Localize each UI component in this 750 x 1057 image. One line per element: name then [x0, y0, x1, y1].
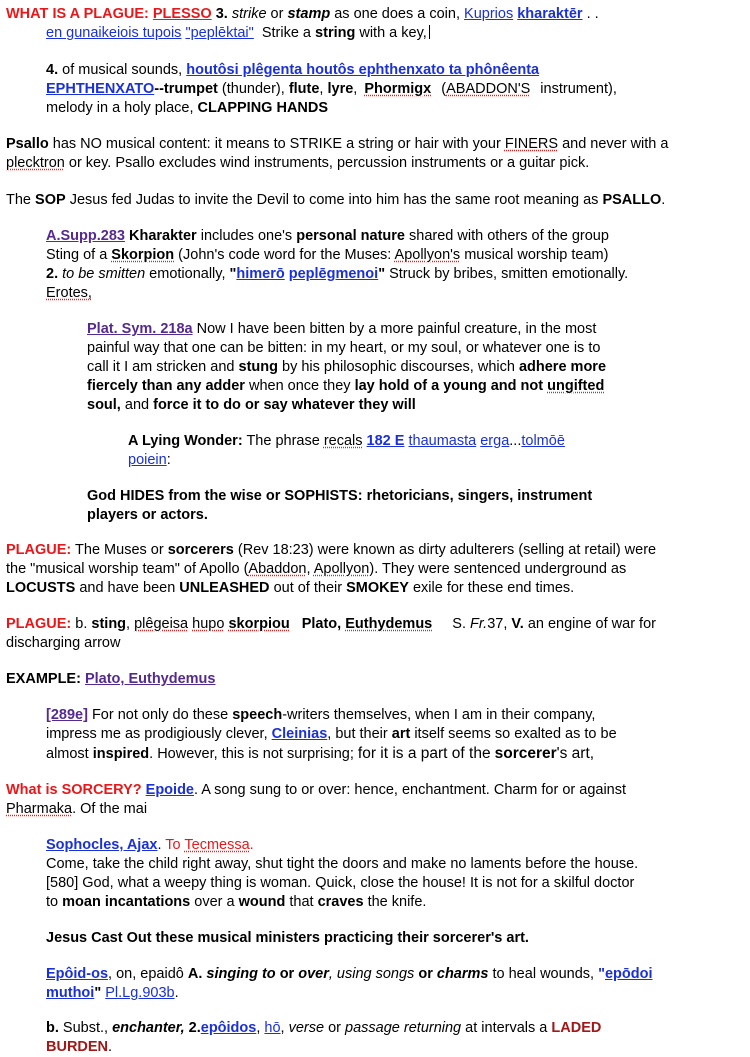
symposium-text-3a: call it I am stricken and	[87, 359, 235, 375]
musical-sounds-line	[46, 61, 750, 80]
symposium-text-1: Now I have been bitten by a more painful creature, in the most	[196, 321, 597, 337]
word-apollyons: Apollyon's	[394, 247, 461, 263]
players-actors-text: players or actors.	[87, 507, 208, 523]
plague-sting-line-2	[6, 634, 750, 653]
johns-code-text: (John's code word for the Muses:	[178, 247, 392, 263]
plague-muses-line-3	[6, 579, 750, 598]
sop-text: Jesus fed Judas to invite the Devil to come into him has the same root meaning as	[69, 192, 599, 208]
musical-sounds-text: of musical sounds,	[62, 62, 183, 78]
psallo-excludes-text: or key. Psallo excludes wind instruments, percussion instruments or a guitar pick.	[68, 155, 590, 171]
psallo-definition: has NO musical content: it means to STRIKE a string or hair with your	[52, 136, 501, 152]
euthydemus-line-3	[46, 744, 750, 764]
engine-of-war-text: an engine of war for	[527, 616, 656, 632]
muses-text: The Muses or	[75, 542, 164, 558]
lying-wonder-line-1	[128, 432, 750, 451]
word-craves: craves	[317, 894, 364, 910]
ellipsis: . .	[586, 6, 599, 22]
word-plecktron: plecktron	[6, 155, 65, 171]
includes-text: includes one's	[200, 228, 293, 244]
singing-to: singing to	[206, 966, 276, 982]
strike-a-text: Strike a	[261, 25, 312, 41]
word-art: art	[391, 726, 411, 742]
word-psallo-2: PSALLO	[602, 192, 662, 208]
supp-line-3	[46, 265, 750, 284]
sense-b-2: b.	[46, 1020, 59, 1036]
word-abaddons: ABADDON'S	[446, 81, 531, 97]
exalted-text: itself seems so exalted as to be	[414, 726, 617, 742]
word-or: or	[270, 6, 284, 22]
ajax-line-3	[46, 874, 750, 893]
word-skorpiou: skorpiou	[228, 616, 290, 632]
kuprios-link[interactable]: Kuprios	[464, 6, 514, 22]
plague-subline	[46, 24, 750, 43]
word-inspired: inspired	[92, 746, 150, 762]
erga-link[interactable]: erga	[480, 433, 510, 449]
jesus-cast-out-line	[46, 929, 750, 948]
word-the: The	[6, 192, 31, 208]
coin-text: as one does a coin,	[334, 6, 460, 22]
word-strike: strike	[231, 6, 267, 22]
word-kharakter: Kharakter	[129, 228, 197, 244]
exile-text: exile for these end times.	[412, 580, 575, 596]
clever-text: impress me as prodigiously clever,	[46, 726, 268, 742]
cleinias-link[interactable]: Cleinias	[271, 726, 328, 742]
word-skorpion: Skorpion	[111, 247, 175, 263]
supp-line-4	[46, 284, 750, 303]
the-knife-text: the knife.	[367, 894, 427, 910]
sense-2: 2.	[188, 1020, 201, 1036]
epodoi-link[interactable]: epōdoi	[604, 966, 653, 982]
force-it-text: force it to do or say whatever they will	[153, 397, 416, 413]
supp-line-1	[46, 227, 750, 246]
plague-muses-line-1	[6, 541, 750, 560]
plague-sting-line-1	[6, 615, 750, 634]
emotionally-text: emotionally,	[149, 266, 226, 282]
word-thunder: (thunder),	[221, 81, 285, 97]
ho-link[interactable]: hō	[264, 1020, 281, 1036]
word-instrument: instrument),	[540, 81, 617, 97]
ref-289e-link[interactable]: [289e]	[46, 707, 88, 723]
plague-heading-line	[6, 5, 750, 24]
lying-wonder-label: A Lying Wonder:	[128, 433, 243, 449]
symposium-218a-link[interactable]: Plat. Sym. 218a	[87, 321, 193, 337]
word-lyre: lyre	[327, 81, 354, 97]
word-apollyon: Apollyon	[313, 561, 370, 577]
not-only-text: For not only do these	[91, 707, 229, 723]
word-plegeisa: plêgeisa	[134, 616, 189, 632]
subst-text: Subst.,	[62, 1020, 109, 1036]
period: .	[249, 837, 254, 853]
word-smokey: SMOKEY	[346, 580, 409, 596]
abbr-fr: Fr.	[470, 616, 488, 632]
laws-903b-link[interactable]: Pl.Lg.903b	[105, 985, 175, 1001]
on-epaido-text: , on, epaidô	[108, 966, 184, 982]
symposium-line-3	[87, 358, 750, 377]
instruments-line	[46, 80, 750, 99]
euthydemus-label: Euthydemus	[345, 616, 433, 632]
fiercely-text: fiercely than any adder	[87, 378, 245, 394]
worship-team-apollo: the "musical worship team" of Apollo (	[6, 561, 249, 577]
psallo-line-1	[6, 135, 750, 154]
word-sorcerer: sorcerer	[494, 745, 557, 762]
the-phrase-text: The phrase	[246, 433, 320, 449]
epoidos-line-2	[46, 984, 750, 1003]
colon: :	[166, 452, 171, 468]
word-sorcerers: sorcerers	[167, 542, 234, 558]
quote-close: "	[378, 266, 386, 282]
poiein-link[interactable]: poiein	[128, 452, 167, 468]
word-to-2: to	[46, 894, 59, 910]
over-a-text: over a	[194, 894, 235, 910]
epoide-link[interactable]: Epoide	[145, 782, 194, 798]
plesso-term: PLESSO	[152, 6, 212, 22]
sense-b: b.	[75, 616, 88, 632]
symposium-line-2	[87, 339, 750, 358]
example-label: EXAMPLE:	[6, 671, 81, 687]
epoidos-link[interactable]: epôidos	[200, 1020, 257, 1036]
clapping-hands: CLAPPING HANDS	[197, 100, 329, 116]
word-trumpet: --trumpet	[154, 81, 218, 97]
god-hides-line-1	[87, 487, 750, 506]
word-enchanter: enchanter,	[112, 1020, 185, 1036]
supp-line-2	[46, 246, 750, 265]
tolmoe-link[interactable]: tolmōē	[521, 433, 565, 449]
plato-label: Plato,	[301, 616, 342, 632]
ellipsis-2: ...	[509, 433, 522, 449]
sop-line	[6, 191, 750, 210]
symposium-line-4	[87, 377, 750, 396]
heal-wounds-text: to heal wounds,	[492, 966, 595, 982]
houtosi-link[interactable]: houtôsi plêgenta houtôs ephthenxato ta phônêenta	[186, 62, 540, 78]
word-or-2: or	[418, 966, 433, 982]
gunaikeiois-link[interactable]: en gunaikeiois tupois	[46, 25, 182, 41]
word-locusts: LOCUSTS	[6, 580, 76, 596]
period: .	[157, 837, 162, 853]
word-soul: soul,	[87, 397, 121, 413]
plague-label: PLAGUE:	[6, 542, 72, 558]
comma: ,	[280, 1020, 285, 1036]
word-stung: stung	[238, 359, 278, 375]
word-over: over	[298, 966, 329, 982]
epoid-os-link[interactable]: Epôid-os	[46, 966, 109, 982]
word-and: and	[124, 397, 150, 413]
melody-line	[46, 99, 750, 118]
ajax-text-3: [580] God, what a weepy thing is woman. Quick, close the house! It is not for a skilful doctor	[46, 875, 635, 891]
paren: (	[441, 81, 447, 97]
ajax-line-4	[46, 893, 750, 912]
comma: ,	[319, 81, 324, 97]
word-hupo: hupo	[192, 616, 225, 632]
melody-text: melody in a holy place,	[46, 100, 194, 116]
personal-nature: personal nature	[296, 228, 405, 244]
comma: ,	[306, 561, 311, 577]
but-their-text: , but their	[327, 726, 388, 742]
word-burden: BURDEN	[46, 1039, 109, 1055]
peplegmenoi-link[interactable]: peplēgmenoi	[288, 266, 379, 282]
comma: ,	[353, 81, 358, 97]
symposium-text-2: painful way that one can be bitten: in my heart, or my soul, or whatever one is to	[87, 340, 601, 356]
text-cursor	[429, 25, 430, 39]
word-finers: FINERS	[504, 136, 559, 152]
adhere-more: adhere more	[518, 359, 607, 375]
word-speech: speech	[232, 707, 283, 723]
sense-number-4: 4.	[46, 62, 59, 78]
sentenced-text: ). They were sentenced underground as	[369, 561, 627, 577]
sophocles-ajax-link[interactable]: Sophocles, Ajax	[46, 837, 158, 853]
kharakter-link[interactable]: kharaktēr	[517, 6, 583, 22]
using-songs: , using songs	[328, 966, 415, 982]
ref-182e-link[interactable]: 182 E	[366, 433, 405, 449]
when-once-text: when once they	[248, 378, 351, 394]
symposium-line-1	[87, 320, 750, 339]
word-pharmaka: Pharmaka	[6, 801, 73, 817]
comma: ,	[256, 1020, 261, 1036]
euthydemus-line-1	[46, 706, 750, 725]
sorcery-line-2	[6, 800, 750, 819]
word-verse: verse	[288, 1020, 325, 1036]
have-been-text: and have been	[79, 580, 176, 596]
word-string: string	[315, 25, 356, 41]
symposium-text-3c: by his philosophic discourses, which	[282, 359, 515, 375]
word-ungifted: ungifted	[547, 378, 605, 394]
not-surprising-text: . However, this is not surprising;	[149, 746, 354, 762]
word-laded: LADED	[551, 1020, 602, 1036]
ajax-line-2	[46, 855, 750, 874]
sting-of-a: Sting of a	[46, 247, 108, 263]
at-intervals-text: at intervals a	[465, 1020, 548, 1036]
symposium-line-5	[87, 396, 750, 415]
moan-incantations: moan incantations	[62, 894, 191, 910]
plato-euthydemus-link[interactable]: Plato, Euthydemus	[84, 671, 216, 687]
epoidos-line-1	[46, 965, 750, 984]
psallo-line-2	[6, 154, 750, 173]
himero-link[interactable]: himerō	[236, 266, 285, 282]
sense-number-2: 2.	[46, 266, 59, 282]
quote-open: "	[229, 266, 237, 282]
word-to: To	[165, 837, 181, 853]
word-phormigx: Phormigx	[364, 81, 432, 97]
example-line	[6, 670, 750, 689]
with-a-key-text: with a key,	[359, 25, 427, 41]
word-psallo: Psallo	[6, 136, 49, 152]
abbr-v: V.	[511, 616, 524, 632]
word-recals: recals	[323, 433, 363, 449]
sense-number: 3.	[215, 6, 228, 22]
word-stamp: stamp	[287, 6, 331, 22]
word-almost: almost	[46, 746, 89, 762]
word-flute: flute	[288, 81, 320, 97]
writers-text: -writers themselves, when I am in their company,	[282, 707, 596, 723]
god-hides-text: God HIDES from the wise or SOPHISTS: rhetoricians, singers, instrument	[87, 488, 593, 504]
struck-by-bribes: Struck by bribes, smitten emotionally.	[389, 266, 629, 282]
word-or: or	[279, 966, 295, 982]
word-erotes: Erotes,	[46, 285, 92, 301]
word-unleashed: UNLEASHED	[179, 580, 270, 596]
plague-label-2: PLAGUE:	[6, 616, 72, 632]
shared-text: shared with others of the group	[409, 228, 609, 244]
song-sung-text: . A song sung to or over: hence, enchantment. Charm for or against	[194, 782, 627, 798]
quote-close: "	[94, 985, 102, 1001]
comma: ,	[126, 616, 131, 632]
abbr-s: S.	[452, 616, 466, 632]
word-that: that	[289, 894, 314, 910]
s-art-text: 's art,	[556, 745, 595, 762]
supp-283-link[interactable]: A.Supp.283	[46, 228, 125, 244]
word-or-3: or	[328, 1020, 342, 1036]
ajax-line-1	[46, 836, 750, 855]
to-be-smitten: to be smitten	[62, 266, 146, 282]
sorcery-heading: What is SORCERY?	[6, 782, 142, 798]
sorcery-line-1	[6, 781, 750, 800]
period: .	[174, 985, 179, 1001]
word-sting: sting	[91, 616, 127, 632]
jesus-cast-out-text: Jesus Cast Out these musical ministers practicing their sorcerer's art.	[46, 930, 529, 946]
discharging-arrow: discharging arrow	[6, 635, 121, 651]
ajax-text-2: Come, take the child right away, shut tight the doors and make no laments before the house.	[46, 856, 639, 872]
of-the-mai: . Of the mai	[72, 801, 148, 817]
passage-returning: passage returning	[345, 1020, 462, 1036]
part-of-text: for it is a part of the	[357, 745, 491, 762]
euthydemus-line-2	[46, 725, 750, 744]
word-sop: SOP	[35, 192, 66, 208]
never-with-text: and never with a	[562, 136, 669, 152]
enchanter-line-1	[46, 1019, 750, 1038]
god-hides-line-2	[87, 506, 750, 525]
word-abaddon: Abaddon	[248, 561, 307, 577]
rev-text: (Rev 18:23) were known as dirty adulterers (selling at retail) were	[237, 542, 657, 558]
out-of-their-text: out of their	[273, 580, 343, 596]
peplektai-link[interactable]: "peplēktai"	[185, 25, 254, 41]
sense-a: A.	[187, 966, 203, 982]
worship-team-text: musical worship team)	[464, 247, 609, 263]
word-charms: charms	[436, 966, 489, 982]
thaumasta-link[interactable]: thaumasta	[408, 433, 477, 449]
muthoi-link[interactable]: muthoi	[46, 985, 95, 1001]
lay-hold-text: lay hold of a young and not	[354, 378, 544, 394]
ephthenxato-link[interactable]: EPHTHENXATO	[46, 81, 155, 97]
plague-heading: WHAT IS A PLAGUE:	[6, 6, 149, 22]
fragment-37: 37,	[487, 616, 508, 632]
lying-wonder-line-2	[128, 451, 750, 470]
period: .	[661, 192, 666, 208]
enchanter-line-2	[46, 1038, 750, 1057]
period: .	[108, 1039, 113, 1055]
plague-muses-line-2	[6, 560, 750, 579]
word-tecmessa: Tecmessa	[184, 837, 250, 853]
word-wound: wound	[238, 894, 286, 910]
quote-open: "	[598, 966, 605, 982]
